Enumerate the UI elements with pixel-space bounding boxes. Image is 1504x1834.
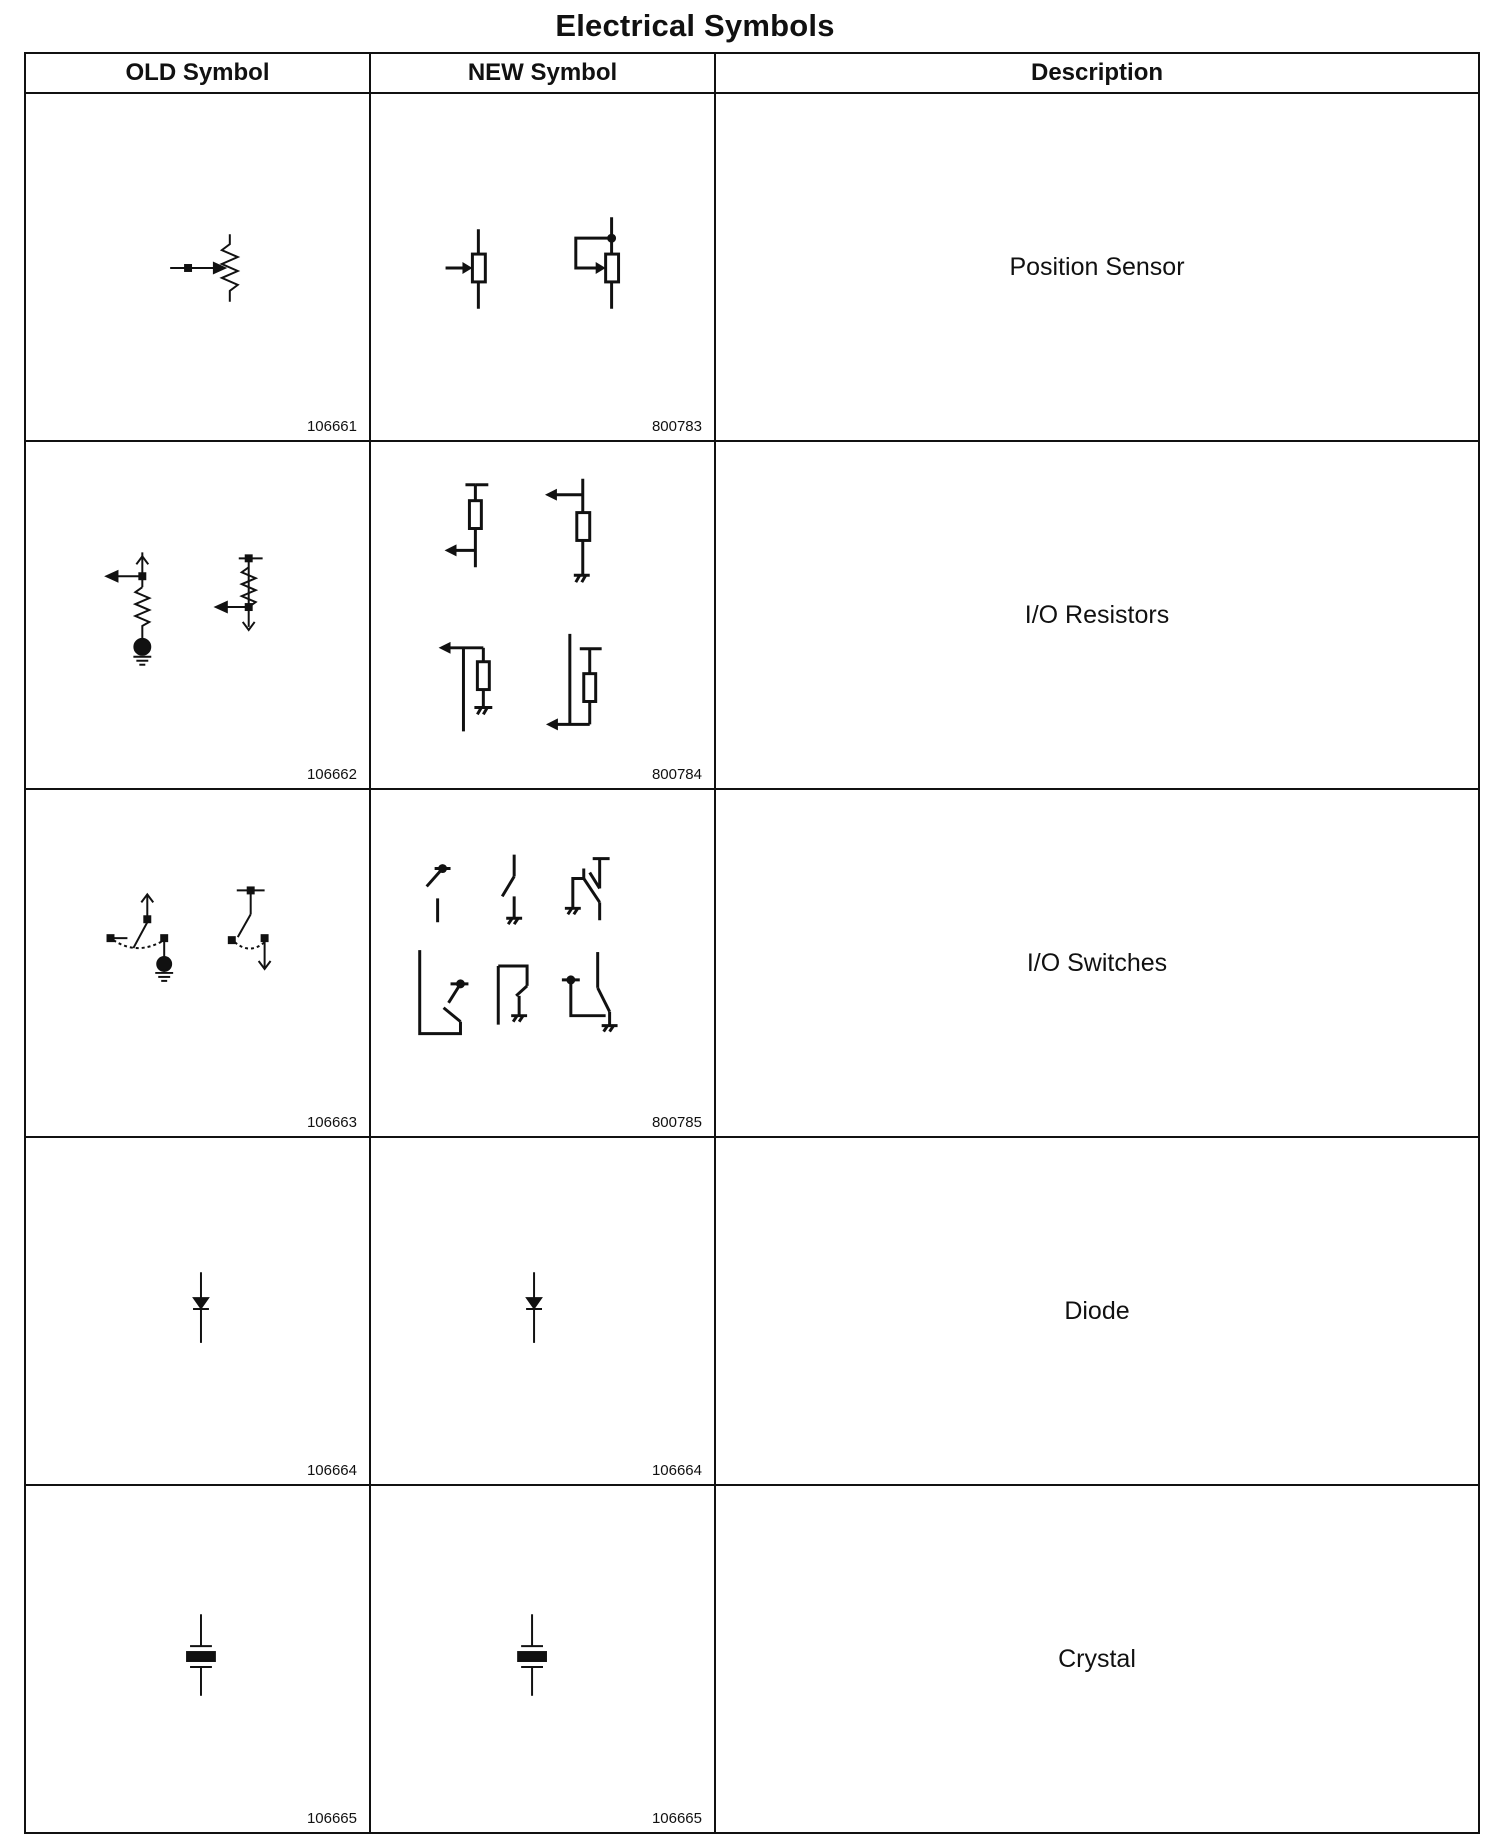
table-row <box>25 1485 1479 1833</box>
crystal-icon <box>371 1486 714 1832</box>
header-row <box>25 53 1479 93</box>
io-resistor-icon <box>371 442 714 788</box>
old-symbol-cell <box>25 441 370 789</box>
old-symbol-cell <box>25 1137 370 1485</box>
description-cell: Position Sensor <box>715 93 1479 441</box>
header-new-symbol: NEW Symbol <box>370 53 715 93</box>
new-symbol-ref: 800783 <box>651 418 702 435</box>
old-symbol-ref: 106662 <box>306 766 357 783</box>
io-switch-icon <box>371 790 714 1136</box>
potentiometer-icon <box>26 94 369 440</box>
diode-icon <box>371 1138 714 1484</box>
table-row <box>25 441 1479 789</box>
new-symbol-cell <box>370 1485 715 1833</box>
table-row <box>25 1137 1479 1485</box>
new-symbol-ref: 800784 <box>651 766 702 783</box>
crystal-icon <box>26 1486 369 1832</box>
old-symbol-cell <box>25 789 370 1137</box>
symbols-table <box>24 52 1480 1834</box>
position-sensor-icon <box>371 94 714 440</box>
new-symbol-ref: 800785 <box>651 1114 702 1131</box>
diode-icon <box>26 1138 369 1484</box>
new-symbol-cell <box>370 441 715 789</box>
table-row <box>25 789 1479 1137</box>
old-symbol-ref: 106664 <box>306 1462 357 1479</box>
old-symbol-ref: 106661 <box>306 418 357 435</box>
new-symbol-cell <box>370 1137 715 1485</box>
old-symbol-cell <box>25 93 370 441</box>
description-cell: Diode <box>715 1137 1479 1485</box>
header-old-symbol: OLD Symbol <box>25 53 370 93</box>
new-symbol-cell <box>370 789 715 1137</box>
description-cell: Crystal <box>715 1485 1479 1833</box>
description-cell: I/O Resistors <box>715 441 1479 789</box>
table-row <box>25 93 1479 441</box>
new-symbol-ref: 106665 <box>651 1810 702 1827</box>
new-symbol-cell <box>370 93 715 441</box>
header-description: Description <box>715 53 1479 93</box>
description-cell: I/O Switches <box>715 789 1479 1137</box>
old-symbol-ref: 106663 <box>306 1114 357 1131</box>
io-switch-icon <box>26 790 369 1136</box>
page-title: Electrical Symbols <box>555 8 835 43</box>
old-symbol-ref: 106665 <box>306 1810 357 1827</box>
new-symbol-ref: 106664 <box>651 1462 702 1479</box>
old-symbol-cell <box>25 1485 370 1833</box>
pull-resistor-icon <box>26 442 369 788</box>
